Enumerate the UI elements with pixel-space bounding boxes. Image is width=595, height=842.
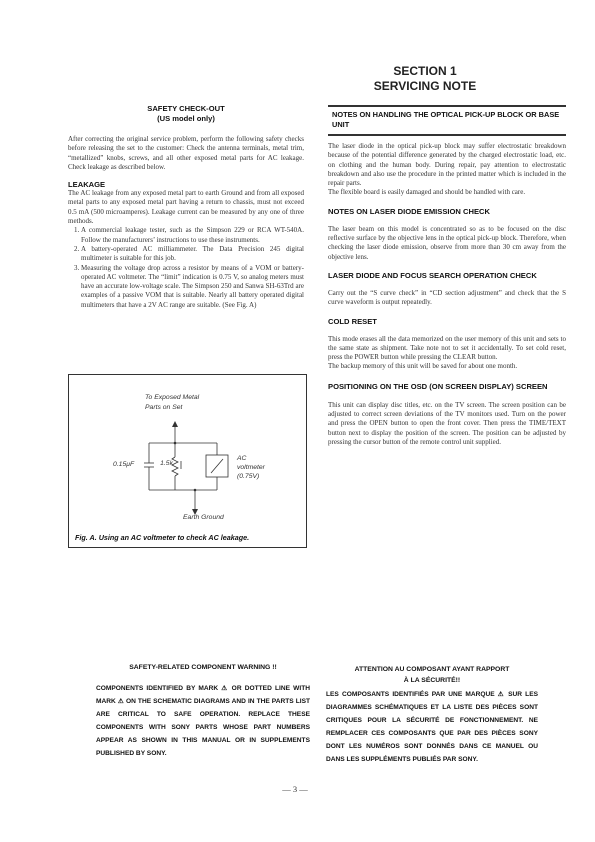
notes-text: The laser diode in the optical pick-up block may suffer electrostatic breakdown because of the potential difference generated by the charged electrostatic load, etc. on clothing and the human body. During repair, pay attention to electrostatic breakdown and also use the procedure in the printed matter which is included in the repair parts.: [328, 142, 566, 188]
method-item: 1. A commercial leakage tester, such as the Simpson 229 or RCA WT-540A. Follow the manufacturers’ instructions to use these instruments.: [81, 226, 304, 245]
probe-label-line1: To Exposed Metal: [145, 394, 200, 401]
warning-en-title: SAFETY-RELATED COMPONENT WARNING !!: [129, 664, 277, 671]
capacitor-label: 0.15μF: [113, 461, 135, 468]
focus-heading: LASER DIODE AND FOCUS SEARCH OPERATION CHECK: [328, 270, 537, 280]
meter-label-line3: (0.75V): [237, 473, 260, 480]
method-item: 2. A battery-operated AC milliammeter. The Data Precision 245 digital multimeter is suitable for this job.: [81, 245, 304, 264]
probe-label: [145, 393, 199, 413]
safety-subheading: (US model only): [157, 114, 215, 123]
notes-text-2: The flexible board is easily damaged and should be handled with care.: [328, 188, 526, 197]
section-subtitle: SERVICING NOTE: [373, 79, 477, 93]
warning-fr-title-2: À LA SÉCURITÉ!!: [403, 677, 461, 684]
osd-text: This unit can display disc titles, etc. on the TV screen. The screen position can be adjusted to correct screen deviations of the TV monitors used. Turn on the power and press the OPEN button to open the front cover. Then press the TIME/TEXT button next to display the position of the screen. The position can be adjusted by pressing the cursor button of the remote control unit supplied.: [328, 400, 566, 446]
leakage-text: The AC leakage from any exposed metal part to earth Ground and from all exposed metal parts to any exposed metal part having a return to chassis, must not exceed 0.5 mA (500 microamperes). Leakage current can be measured by any one of three methods.: [68, 189, 304, 226]
safety-warning-fr: [326, 664, 538, 766]
warning-fr-title-1: ATTENTION AU COMPOSANT AYANT RAPPORT: [354, 666, 510, 673]
section-title: [365, 64, 485, 94]
focus-text: Carry out the “S curve check” in “CD section adjustment” and check that the S curve waveform is output repeatedly.: [328, 288, 566, 307]
probe-arrow-icon: [172, 421, 178, 427]
meter-label: [237, 454, 265, 481]
cold-reset-heading: COLD RESET: [328, 316, 377, 326]
cold-reset-text: This mode erases all the data memorized on the user memory of this unit and sets to the same state as shipment. Take note not to set it accidentally. To set cold reset, press the POWER button while pressing the CLEAR button.: [328, 334, 566, 362]
right-column: [328, 105, 566, 447]
figure-caption: Fig. A. Using an AC voltmeter to check AC leakage.: [75, 533, 250, 542]
ground-label: Earth Ground: [183, 514, 224, 521]
left-column: [68, 104, 304, 310]
laser-heading: NOTES ON LASER DIODE EMISSION CHECK: [328, 206, 491, 216]
leakage-heading: LEAKAGE: [68, 180, 106, 190]
safety-heading: SAFETY CHECK-OUT: [147, 104, 225, 113]
laser-text: The laser beam on this model is concentrated so as to be focused on the disc reflective surface by the objective lens in the optical pick-up block. Therefore, when checking the laser diode emission, observe from more than 30 cm away from the objective lens.: [328, 224, 566, 261]
cold-reset-text-2: The backup memory of this unit will be saved for about one month.: [328, 362, 518, 371]
warning-fr-text: LES COMPOSANTS IDENTIFIÉS PAR UNE MARQUE ⚠ SUR LES DIAGRAMMES SCHÉMATIQUES ET LA LISTE DES PIÈCES SONT CRITIQUES POUR LA SÉCURITÉ DE FONCTIONNEMENT. NE REMPLACER CES COMPOSANTS QUE PAR DES PIÈCES SONY DONT LES NUMÉROS SONT DONNÉS DANS CE MANUEL OU DANS LES SUPPLÉMENTS PUBLIÉS PAR SONY.: [326, 691, 538, 763]
notes-box-heading: NOTES ON HANDLING THE OPTICAL PICK-UP BLOCK OR BASE UNIT: [332, 110, 560, 129]
osd-heading: POSITIONING ON THE OSD (ON SCREEN DISPLAY) SCREEN: [328, 381, 548, 391]
method-item: 3. Measuring the voltage drop across a resistor by means of a VOM or battery-operated AC voltmeter. The “limit” indication is 0.75 V, so analog meters must have an accurate low-voltage scale. The Simpson 250 and Sanwa SH-63Trd are examples of a passive VOM that is suitable. Nearly all battery operated digital multimeters that have a 2V AC range are suitable. (See Fig. A): [81, 264, 304, 310]
figure-a: [68, 374, 307, 548]
safety-intro: After correcting the original service problem, perform the following safety checks before releasing the set to the customer: Check the antenna terminals, metal trim, “metallized” knobs, screws, and all other exposed metal parts for AC leakage. Check leakage as described below.: [68, 135, 304, 171]
resistor-label: 1.5k: [160, 460, 173, 467]
page-number: — 3 —: [282, 784, 308, 794]
leakage-methods: [68, 226, 304, 310]
section-title-line: SECTION 1: [393, 64, 457, 78]
notes-box: [328, 105, 566, 136]
warning-en-text: COMPONENTS IDENTIFIED BY MARK ⚠ OR DOTTED LINE WITH MARK ⚠ ON THE SCHEMATIC DIAGRAMS AND IN THE PARTS LIST ARE CRITICAL TO SAFE OPERATION. REPLACE THESE COMPONENTS WITH SONY PARTS WHOSE PART NUMBERS APPEAR AS SHOWN IN THIS MANUAL OR IN SUPPLEMENTS PUBLISHED BY SONY.: [96, 685, 310, 757]
meter-label-line2: voltmeter: [237, 464, 265, 471]
meter-label-line1: AC: [237, 455, 247, 462]
probe-label-line2: Parts on Set: [145, 404, 183, 411]
safety-warning-en: [96, 664, 310, 760]
